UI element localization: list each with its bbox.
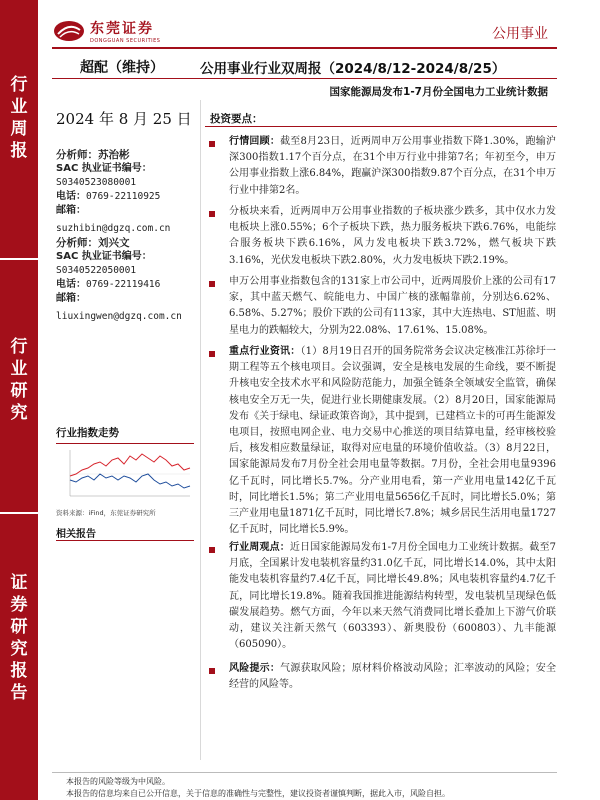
disclaimer-footer — [66, 776, 566, 799]
key-point-label: 行情回顾： — [229, 136, 281, 147]
bullet-icon — [209, 281, 215, 287]
key-point-label: 重点行业资讯： — [229, 346, 301, 357]
bullet-icon — [209, 547, 215, 553]
analyst-name: 分析师：刘兴文 — [56, 237, 130, 249]
related-rule — [56, 540, 194, 541]
rating: 超配（维持） — [80, 60, 164, 76]
email-link[interactable]: suzhibin@dgzq.com.cn — [56, 223, 171, 234]
key-point-paragraph — [229, 274, 556, 339]
report-date: 2024 年 8 月 25 日 — [56, 110, 192, 128]
sidebar-divider — [0, 512, 38, 514]
chart-title: 行业指数走势 — [56, 427, 119, 439]
key-point-text: 气源获取风险；原材料价格波动风险；汇率波动的风险；安全经营的风险等。 — [229, 663, 557, 691]
column-separator — [200, 100, 201, 760]
header-rule — [52, 47, 557, 49]
bullet-icon — [209, 668, 215, 674]
logo-emblem-icon — [52, 18, 86, 44]
phone-number: 0769-22119416 — [86, 279, 161, 290]
analyst-card — [56, 148, 170, 236]
report-subtitle: 国家能源局发布1-7月份全国电力工业统计数据 — [329, 86, 548, 98]
email-label: 邮箱： — [56, 205, 86, 216]
sidebar-divider — [0, 258, 38, 260]
risk-level-note: 本报告的风险等级为中风险。 — [66, 777, 170, 786]
benchmark-index-line — [70, 474, 190, 488]
key-point-label: 行业周观点： — [229, 542, 290, 553]
disclaimer-note: 本报告的信息均来自已公开信息，关于信息的准确性与完整性，建议投资者谨慎判断，据此入市，风险自担。 — [66, 788, 450, 798]
key-point-text: 截至8月23日，近两周申万公用事业指数下降1.30%，跑输沪深300指数1.17个百分点，在31个申万行业中排第7名；年初至今，申万公用事业指数上涨6.84%，跑赢沪深300指数9.87个百分点，在31个申万行业中排第2名。 — [229, 136, 556, 196]
key-point-text: （1）8月19日召开的国务院常务会议决定核准江苏徐圩一期工程等五个核电项目。会议强调，安全是核电发展的生命线，要不断提升核电安全技术水平和风险防范能力，加强全链条全领域安全监管，确保核电安全万无一失，促进行业长期健康发展。（2）8月20日，国家能源局发布《关于绿电、绿证政策咨询》，其中提到，已建档立卡的可再生能源发电项目，按照电网企业、电力交易中心推送的项目结算电量，经审核校验后，核发相应数量绿证，取得对应电量的环境价值收益。（3）8月22日，国家能源局发布7月份全社会用电量等数据。7月份，全社会用电量9396亿千瓦时，同比增长5.7%。分产业用电看，第一产业用电量142亿千瓦时，同比增长1.5%；第二产业用电量5656亿千瓦时，同比增长5.0%；第三产业用电量1871亿千瓦时，同比增长7.8%；城乡居民生活用电量1727亿千瓦时，同比增长5.9%。 — [229, 346, 557, 536]
key-points-heading: 投资要点： — [210, 113, 263, 125]
email-label: 邮箱： — [56, 293, 86, 304]
sidebar-label-weekly: 行 业 周 报 — [10, 75, 28, 161]
email-link[interactable]: liuxingwen@dgzq.com.cn — [56, 311, 182, 322]
bullet-icon — [209, 141, 215, 147]
industry-index-line — [70, 454, 190, 476]
phone-label: 电话： — [56, 191, 86, 202]
logo-name-cn: 东莞证券 — [90, 21, 154, 37]
company-logo — [52, 18, 160, 44]
trend-lines-graphic — [56, 446, 194, 504]
analyst-name: 分析师：苏治彬 — [56, 149, 130, 161]
sidebar-label-research: 行 业 研 究 — [10, 337, 28, 423]
key-point-paragraph — [229, 540, 556, 653]
analyst-card — [56, 236, 182, 324]
sac-number: S0340522050001 — [56, 265, 137, 276]
title-rule — [52, 78, 557, 79]
sac-label: SAC 执业证书编号： — [56, 163, 152, 174]
phone-number: 0769-22110925 — [86, 191, 161, 202]
chart-source: 资料来源：iFind，东莞证券研究所 — [56, 509, 156, 517]
index-trend-chart — [56, 425, 194, 517]
report-title: 公用事业行业双周报（2024/8/12-2024/8/25） — [200, 61, 506, 77]
key-point-paragraph — [229, 661, 556, 693]
key-point-paragraph — [229, 344, 556, 538]
left-sidebar — [0, 0, 38, 800]
key-point-paragraph — [229, 204, 556, 269]
sac-label: SAC 执业证书编号： — [56, 251, 152, 262]
key-point-text: 分板块来看，近两周申万公用事业指数的子板块涨少跌多，其中仅水力发电板块上涨0.55%；6个子板块下跌，热力服务板块下跌6.76%，电能综合服务板块下跌6.16%，风力发电板块下跌3.72%，燃气板块下跌3.16%，光伏发电板块下跌2.80%，火力发电板块下跌2.19%。 — [229, 206, 556, 266]
key-points-rule — [205, 126, 557, 127]
key-point-text: 近日国家能源局发布1-7月份全国电力工业统计数据。截至7月底，全国累计发电装机容量约31.0亿千瓦，同比增长14.0%，其中太阳能发电装机容量约7.4亿千瓦，同比增长49.8%；风电装机容量约4.7亿千瓦，同比增长19.8%。随着我国推进能源结构转型，发电装机呈现绿色低碳发展趋势。燃气方面，今年以来天然气消费同比增长叠加上下游气价联动，建议关注新天然气（603393）、新奥股份（600803）、九丰能源（605090）。 — [229, 542, 557, 651]
phone-label: 电话： — [56, 279, 86, 290]
bullet-icon — [209, 351, 215, 357]
logo-name-en: DONGGUAN SECURITIES — [90, 38, 161, 44]
sector-tag: 公用事业 — [492, 26, 548, 42]
key-point-paragraph — [229, 134, 556, 199]
key-point-text: 申万公用事业指数包含的131家上市公司中，近两周股价上涨的公司有17家，其中蓝天燃气、皖能电力、中国广核的涨幅靠前，分别达6.62%、6.58%、5.27%；股价下跌的公司有113家，其中大连热电、ST旭蓝、明星电力的跌幅较大，分别为22.08%、17.61%、15.08%。 — [229, 276, 556, 336]
sac-number: S0340523080001 — [56, 177, 137, 188]
related-reports-heading: 相关报告 — [56, 529, 96, 540]
chart-title-rule — [56, 443, 194, 444]
bullet-icon — [209, 211, 215, 217]
key-point-label: 风险提示： — [229, 663, 281, 674]
footer-rule — [52, 772, 557, 773]
sidebar-label-securities-report: 证 券 研 究 报 告 — [10, 573, 28, 703]
